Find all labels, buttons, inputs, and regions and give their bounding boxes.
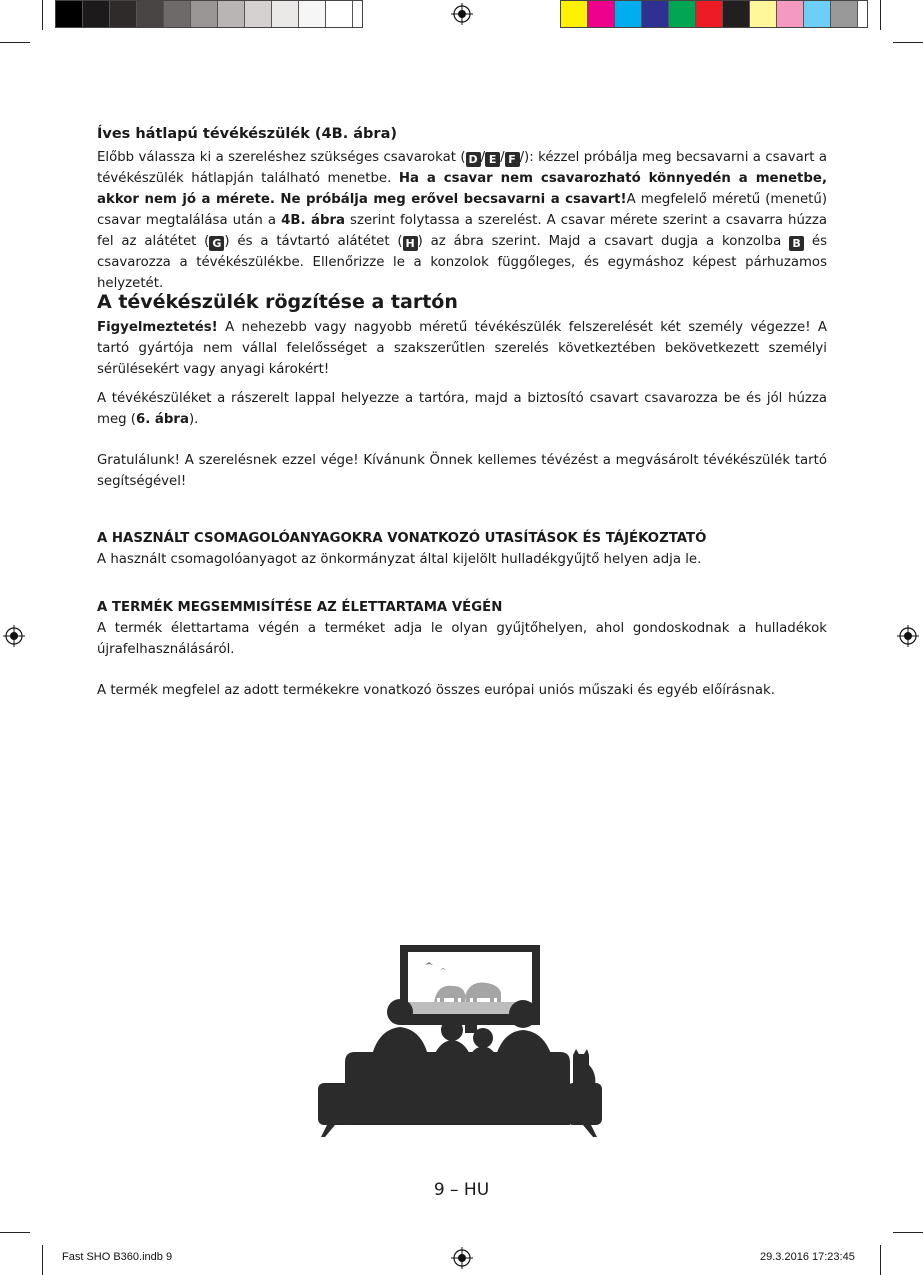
warning-label: Figyelmeztetés! [97, 320, 218, 335]
section-title: A HASZNÁLT CSOMAGOLÓANYAGOKRA VONATKOZÓ UTASÍTÁSOK ÉS TÁJÉKOZTATÓ [97, 531, 707, 546]
section-packaging [97, 528, 827, 570]
text: szerint folytassa a szerelést. A csavar mérete szerint a csavarra húzza fel az alátétet ( [97, 213, 827, 249]
badge-f: F [505, 152, 520, 167]
color-swatch [777, 1, 804, 27]
crop-mark [893, 42, 923, 43]
text: /): kézzel próbálja meg becsavarni a csavart a tévékészülék hátlapján található menetbe. [97, 150, 827, 186]
text: A tévékészüléket a rászerelt lappal helyezze a tartóra, majd a biztosító csavart csavarozza be és jól húzza meg ( [97, 391, 827, 427]
text: / [480, 150, 486, 165]
registration-mark-icon [451, 1247, 473, 1269]
paragraph [97, 147, 827, 294]
color-swatch [642, 1, 669, 27]
crop-mark [893, 1232, 923, 1233]
figure-ref: 6. ábra [136, 412, 189, 427]
badge-e: E [485, 152, 500, 167]
registration-mark-icon [451, 3, 473, 25]
crop-mark [0, 42, 30, 43]
color-swatch [326, 1, 353, 27]
color-swatch [561, 1, 588, 27]
text: ). [188, 412, 199, 427]
crop-mark [880, 0, 881, 30]
color-swatch [696, 1, 723, 27]
section-title: A TERMÉK MEGSEMMISÍTÉSE AZ ÉLETTARTAMA VÉGÉN [97, 600, 503, 615]
color-swatch [750, 1, 777, 27]
color-swatch-bar [560, 0, 868, 28]
color-swatch [615, 1, 642, 27]
slug-left: Fast SHO B360.indb 9 [62, 1251, 173, 1263]
section-curved-back-tv [97, 124, 827, 294]
gray-swatch-bar [55, 0, 363, 28]
color-swatch [245, 1, 272, 27]
paragraph: A használt csomagolóanyagot az önkormányzat által kijelölt hulladékgyűjtő helyen adja le. [97, 552, 702, 567]
conformity-paragraph: A termék megfelel az adott termékekre vonatkozó összes európai uniós műszaki és egyéb előírásnak. [97, 683, 775, 698]
text: A nehezebb vagy nagyobb méretű tévékészülék felszerelését két személy végezze! A tartó gyártója nem vállal felelősséget a szakszerűtlen szerelés következtében bekövetkezett személyi sérülésekért vagy anyagi károkért! [97, 320, 827, 377]
badge-g: G [209, 236, 224, 251]
family-watching-tv-illustration [315, 940, 610, 1155]
text: ) és a távtartó alátétet ( [224, 234, 403, 249]
badge-b: B [789, 236, 804, 251]
section-mounting [97, 292, 827, 492]
color-swatch [723, 1, 750, 27]
color-swatch [804, 1, 831, 27]
paragraph: A termék élettartama végén a terméket adja le olyan gyűjtőhelyen, ahol gondoskodnak a hulladékok újrafelhasználásáról. [97, 621, 827, 657]
text: A megfelelő méretű (menetű) csavar megtalálása után a [97, 192, 828, 228]
color-swatch [218, 1, 245, 27]
registration-mark-icon [897, 625, 919, 647]
color-swatch [272, 1, 299, 27]
color-swatch [669, 1, 696, 27]
crop-mark [880, 1245, 881, 1275]
registration-mark-icon [3, 625, 25, 647]
text: ) az ábra szerint. Majd a csavart dugja a konzolba [417, 234, 790, 249]
text: és csavarozza a tévékészülékbe. Ellenőrizze le a konzolok függőleges, és egymáshoz képest párhuzamos helyzetét. [97, 234, 828, 291]
badge-d: D [466, 152, 481, 167]
text: Előbb válassza ki a szereléshez szükséges csavarokat ( [97, 150, 466, 165]
page-number: 9 – HU [433, 1180, 490, 1200]
color-swatch [831, 1, 858, 27]
section-title: A tévékészülék rögzítése a tartón [97, 291, 458, 313]
paragraph [97, 388, 827, 430]
color-swatch [110, 1, 137, 27]
color-swatch [83, 1, 110, 27]
color-swatch [137, 1, 164, 27]
section-title: Íves hátlapú tévékészülék (4B. ábra) [97, 126, 397, 142]
crop-mark [42, 0, 43, 30]
crop-mark [0, 1232, 30, 1233]
section-disposal [97, 597, 827, 701]
bold-warning: Ha a csavar nem csavarozható könnyedén a menetbe, akkor nem jó a mérete. Ne próbálja meg erővel becsavarni a csavart! [97, 171, 828, 207]
figure-ref: 4B. ábra [281, 213, 345, 228]
color-swatch [588, 1, 615, 27]
crop-mark [42, 1245, 43, 1275]
text: / [500, 150, 505, 165]
congrats-paragraph: Gratulálunk! A szerelésnek ezzel vége! Kívánunk Önnek kellemes tévézést a megvásárolt tévékészülék tartó segítségével! [97, 453, 827, 489]
color-swatch [191, 1, 218, 27]
color-swatch [164, 1, 191, 27]
badge-h: H [403, 236, 418, 251]
warning-paragraph [97, 317, 827, 380]
color-swatch [56, 1, 83, 27]
color-swatch [299, 1, 326, 27]
slug-right: 29.3.2016 17:23:45 [760, 1251, 855, 1263]
